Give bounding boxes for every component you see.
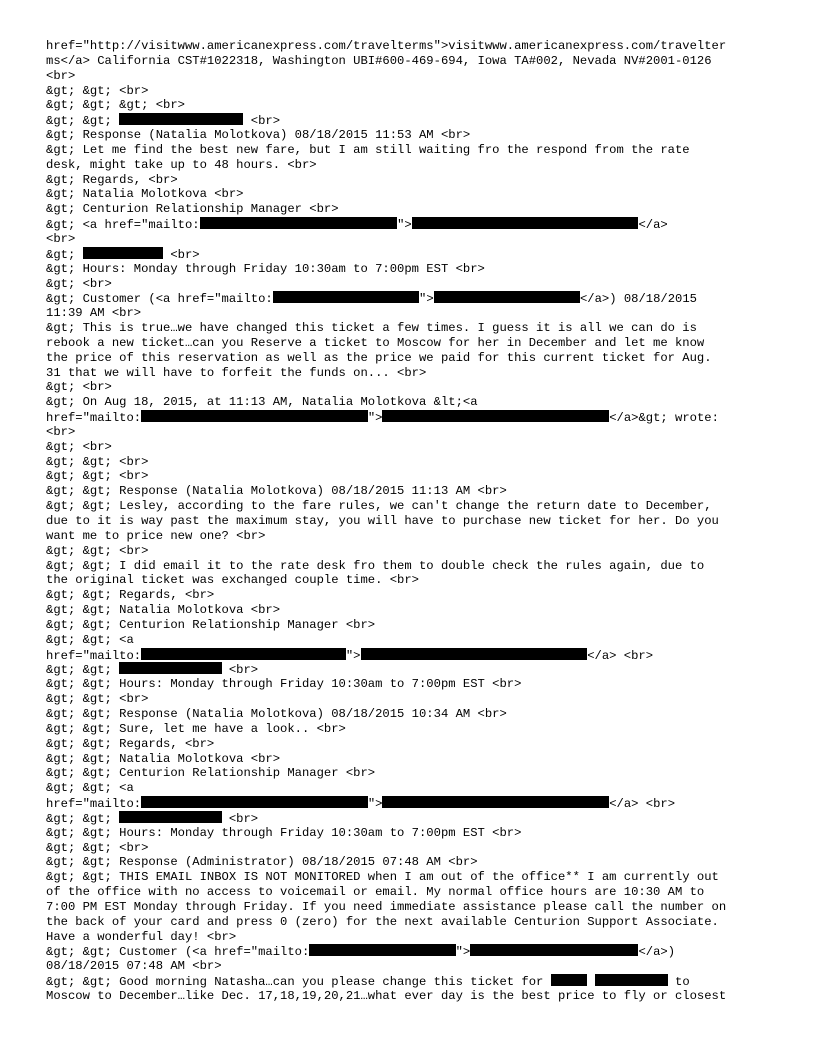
redaction-box <box>141 410 368 422</box>
text-segment: href="http://visitwww.americanexpress.com/travelterms">visitwww.americanexpress.com/travelter <box>46 39 727 53</box>
text-segment: &gt; &gt; <box>46 811 120 826</box>
text-segment: &gt; &gt; <box>46 114 120 129</box>
text-line <box>46 662 776 677</box>
text-line <box>46 752 776 767</box>
text-segment: the price of this reservation as well as the price we paid for this current ticket for Aug. <box>46 350 712 365</box>
text-line <box>46 84 776 99</box>
text-line <box>46 677 776 692</box>
text-line <box>46 885 776 900</box>
text-line <box>46 826 776 841</box>
text-segment: </a> <box>638 218 668 232</box>
text-segment: &gt; &gt; THIS EMAIL INBOX IS NOT MONITORED when I am out of the office** I am currently out <box>46 870 719 885</box>
text-segment: &gt; &gt; Response (Natalia Molotkova) 08/18/2015 11:13 AM <br> <box>46 484 507 499</box>
text-segment: &gt; &gt; Sure, let me have a look.. <br> <box>46 721 346 736</box>
text-line <box>46 484 776 499</box>
text-line <box>46 455 776 470</box>
text-segment: &gt; &gt; &gt; <br> <box>46 98 185 113</box>
text-segment: &gt; <br> <box>46 380 112 395</box>
text-segment: &gt; &gt; Hours: Monday through Friday 10:30am to 7:00pm EST <br> <box>46 677 522 692</box>
text-segment: &gt; &gt; Lesley, according to the fare rules, we can't change the return date to December, <box>46 499 712 514</box>
text-segment: &gt; <box>46 247 83 262</box>
text-line <box>46 351 776 366</box>
text-segment: &gt; This is true…we have changed this ticket a few times. I guess it is all we can do is <box>46 321 697 336</box>
text-line <box>46 380 776 395</box>
text-line <box>46 870 776 885</box>
redaction-box <box>470 944 638 956</box>
text-segment: &gt; &gt; Good morning Natasha…can you please change this ticket for <box>46 975 551 989</box>
text-segment: want me to price new one? <br> <box>46 528 266 543</box>
text-line <box>46 217 776 232</box>
redaction-box <box>141 796 368 808</box>
text-segment: </a> <br> <box>609 797 676 811</box>
text-line <box>46 425 776 440</box>
text-line <box>46 648 776 663</box>
text-line <box>46 989 776 1004</box>
text-segment: 11:39 AM <br> <box>46 306 142 321</box>
text-segment: &gt; &gt; Regards, <br> <box>46 736 215 751</box>
redaction-box <box>141 648 346 660</box>
text-line <box>46 469 776 484</box>
text-segment: 31 that we will have to forfeit the funds on... <br> <box>46 365 427 380</box>
text-line <box>46 588 776 603</box>
text-segment: "> <box>367 797 383 811</box>
text-segment: "> <box>419 292 434 307</box>
text-segment: &gt; &gt; <br> <box>46 840 149 855</box>
text-segment: the back of your card and press 0 (zero) for the next available Centurion Support Associate. <box>46 914 719 929</box>
redaction-box <box>200 217 397 229</box>
text-line <box>46 98 776 113</box>
text-segment: &gt; &gt; Natalia Molotkova <br> <box>46 751 281 766</box>
redaction-box <box>119 662 221 674</box>
text-line <box>46 291 776 306</box>
text-line <box>46 841 776 856</box>
text-line <box>46 737 776 752</box>
text-segment: &gt; &gt; <br> <box>46 454 149 469</box>
text-line <box>46 39 776 54</box>
text-segment: &gt; Centurion Relationship Manager <br> <box>46 202 339 217</box>
text-segment: &gt; Customer (<a href="mailto: <box>46 292 273 307</box>
text-line <box>46 559 776 574</box>
text-segment: <br> <box>46 231 76 246</box>
text-segment: desk, might take up to 48 hours. <br> <box>46 157 317 172</box>
text-line <box>46 187 776 202</box>
text-segment: of the office with no access to voicemail or email. My normal office hours are 10:30 AM to <box>46 885 705 900</box>
text-segment: to <box>667 975 690 989</box>
text-segment: <br> <box>46 424 76 439</box>
text-segment: &gt; &gt; Hours: Monday through Friday 10:30am to 7:00pm EST <br> <box>46 825 522 840</box>
text-segment: &gt; &gt; Response (Natalia Molotkova) 08/18/2015 10:34 AM <br> <box>46 706 507 721</box>
text-segment: &gt; &gt; <br> <box>46 543 149 558</box>
text-segment: </a>) <box>638 945 676 960</box>
text-segment: due to it is way past the maximum stay, you will have to purchase new ticket for her. Do you <box>46 514 719 528</box>
text-segment: 08/18/2015 07:48 AM <br> <box>46 959 222 974</box>
text-line <box>46 440 776 455</box>
text-segment: 7:00 PM EST Monday through Friday. If you need immediate assistance please call the number on <box>46 899 727 914</box>
text-segment: <br> <box>163 247 200 262</box>
text-line <box>46 410 776 425</box>
redaction-box <box>551 974 588 986</box>
text-line <box>46 796 776 811</box>
text-line <box>46 336 776 351</box>
text-line <box>46 618 776 633</box>
text-line <box>46 499 776 514</box>
text-segment: <br> <box>221 663 259 678</box>
text-line <box>46 544 776 559</box>
text-line <box>46 321 776 336</box>
text-line <box>46 603 776 618</box>
text-segment: </a>) 08/18/2015 <box>579 292 697 307</box>
text-segment: <br> <box>221 811 259 826</box>
text-segment: &gt; Regards, <br> <box>46 172 178 187</box>
text-segment: </a>&gt; wrote: <box>609 411 719 425</box>
text-line <box>46 143 776 158</box>
text-line <box>46 707 776 722</box>
text-segment: &gt; &gt; Regards, <br> <box>46 588 215 603</box>
text-segment: rebook a new ticket…can you Reserve a ticket to Moscow for her in December and let me know <box>46 335 705 350</box>
text-segment: &gt; &gt; <box>46 663 120 678</box>
text-line <box>46 692 776 707</box>
text-segment: "> <box>367 411 383 425</box>
text-line <box>46 930 776 945</box>
text-line <box>46 974 776 989</box>
text-segment: &gt; &gt; <a <box>46 781 134 796</box>
text-segment: &gt; &gt; <br> <box>46 469 149 484</box>
redaction-box <box>595 974 668 986</box>
text-line <box>46 69 776 84</box>
text-line <box>46 202 776 217</box>
text-segment: &gt; &gt; I did email it to the rate desk fro them to double check the rules again, due to <box>46 558 705 573</box>
text-line <box>46 128 776 143</box>
text-segment: </a> <br> <box>587 648 654 663</box>
text-line <box>46 277 776 292</box>
text-segment: &gt; <a href="mailto: <box>46 218 200 232</box>
email-thread-document <box>46 39 776 1004</box>
text-segment: <br> <box>46 68 76 83</box>
redaction-box <box>119 113 243 125</box>
redaction-box <box>83 247 163 259</box>
text-segment: &gt; &gt; Natalia Molotkova <br> <box>46 603 281 618</box>
text-line <box>46 959 776 974</box>
text-segment: "> <box>345 648 361 663</box>
redaction-box <box>361 648 588 660</box>
text-line <box>46 781 776 796</box>
text-segment: &gt; &gt; <a <box>46 632 134 647</box>
text-segment: <br> <box>243 114 281 129</box>
text-segment: &gt; &gt; Centurion Relationship Manager <br> <box>46 617 376 632</box>
text-line <box>46 900 776 915</box>
text-line <box>46 915 776 930</box>
text-line <box>46 855 776 870</box>
text-line <box>46 573 776 588</box>
text-line <box>46 766 776 781</box>
text-segment: &gt; &gt; <br> <box>46 83 149 98</box>
text-line <box>46 173 776 188</box>
text-line <box>46 232 776 247</box>
text-segment: &gt; On Aug 18, 2015, at 11:13 AM, Natalia Molotkova &lt;<a <box>46 395 478 410</box>
text-line <box>46 395 776 410</box>
text-segment: &gt; <br> <box>46 276 112 291</box>
text-segment: ms</a> California CST#1022318, Washington UBI#600-469-694, Iowa TA#002, Nevada NV#2001-0126 <box>46 53 712 68</box>
redaction-box <box>273 291 419 303</box>
text-segment <box>587 975 594 989</box>
text-segment: "> <box>397 218 412 232</box>
text-segment: &gt; &gt; Response (Administrator) 08/18/2015 07:48 AM <br> <box>46 855 478 870</box>
text-segment: &gt; <br> <box>46 439 112 454</box>
text-segment: href="mailto: <box>46 797 142 811</box>
text-line <box>46 306 776 321</box>
text-line <box>46 113 776 128</box>
text-segment: &gt; Natalia Molotkova <br> <box>46 187 244 202</box>
text-line <box>46 247 776 262</box>
text-line <box>46 944 776 959</box>
text-line <box>46 158 776 173</box>
text-line <box>46 722 776 737</box>
text-line <box>46 633 776 648</box>
redaction-box <box>309 944 455 956</box>
text-line <box>46 366 776 381</box>
text-segment: Moscow to December…like Dec. 17,18,19,20,21…what ever day is the best price to fly or closest <box>46 989 727 1003</box>
text-segment: &gt; &gt; <br> <box>46 692 149 707</box>
redaction-box <box>434 291 580 303</box>
text-segment: href="mailto: <box>46 411 142 425</box>
text-segment: &gt; &gt; Customer (<a href="mailto: <box>46 945 310 960</box>
text-segment: href="mailto: <box>46 648 142 663</box>
redaction-box <box>412 217 639 229</box>
text-segment: &gt; Let me find the best new fare, but I am still waiting fro the respond from the rate <box>46 142 690 157</box>
text-segment: &gt; Response (Natalia Molotkova) 08/18/2015 11:53 AM <br> <box>46 128 471 143</box>
text-line <box>46 529 776 544</box>
redaction-box <box>382 410 609 422</box>
text-line <box>46 811 776 826</box>
redaction-box <box>119 811 221 823</box>
text-segment: the original ticket was exchanged couple time. <br> <box>46 573 419 588</box>
redaction-box <box>382 796 609 808</box>
text-line <box>46 54 776 69</box>
text-line <box>46 514 776 529</box>
text-segment: Have a wonderful day! <br> <box>46 929 237 944</box>
text-segment: "> <box>455 945 471 960</box>
text-segment: &gt; Hours: Monday through Friday 10:30am to 7:00pm EST <br> <box>46 261 485 276</box>
text-segment: &gt; &gt; Centurion Relationship Manager <br> <box>46 766 376 781</box>
text-line <box>46 262 776 277</box>
